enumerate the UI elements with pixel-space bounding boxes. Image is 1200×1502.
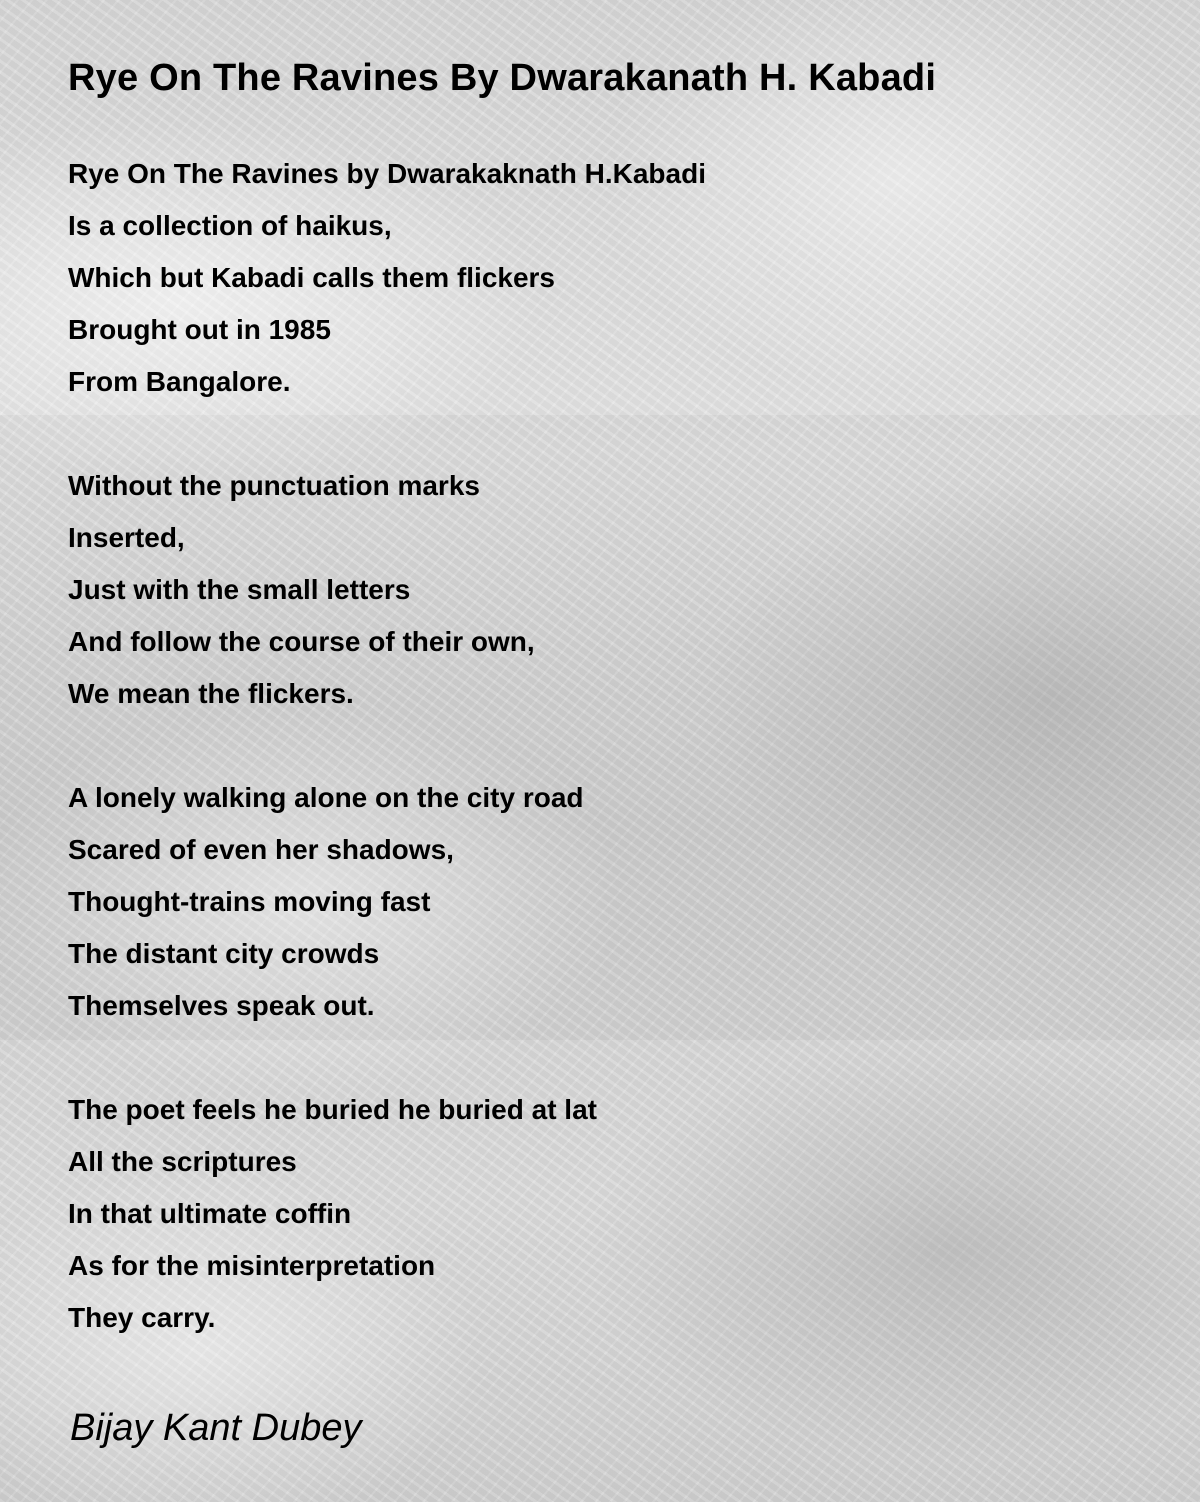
poem-line: Thought-trains moving fast <box>68 886 431 917</box>
poem-line: In that ultimate coffin <box>68 1198 352 1229</box>
stanza-1 <box>68 148 1168 408</box>
poem-line: Brought out in 1985 <box>68 314 331 345</box>
poem-line: We mean the flickers. <box>68 678 354 709</box>
poem-line: A lonely walking alone on the city road <box>68 782 584 813</box>
poem-line: Inserted, <box>68 522 185 553</box>
stanza-4 <box>68 1084 1168 1344</box>
stanza-3 <box>68 772 1168 1032</box>
poem-author: Bijay Kant Dubey <box>70 1407 362 1449</box>
poem-line: Rye On The Ravines by Dwarakaknath H.Kabadi <box>68 158 706 189</box>
poem-line: They carry. <box>68 1302 216 1333</box>
poem-line: The distant city crowds <box>68 938 380 969</box>
poem-line: Scared of even her shadows, <box>68 834 454 865</box>
poem-line: Is a collection of haikus, <box>68 210 392 241</box>
poem-title: Rye On The Ravines By Dwarakanath H. Kabadi <box>68 57 937 99</box>
poem-container <box>68 52 1168 1396</box>
poem-line: Just with the small letters <box>68 574 411 605</box>
poem-line: Without the punctuation marks <box>68 470 480 501</box>
poem-body <box>68 148 1168 1344</box>
poem-line: From Bangalore. <box>68 366 291 397</box>
poem-line: All the scriptures <box>68 1146 297 1177</box>
poem-line: Which but Kabadi calls them flickers <box>68 262 556 293</box>
poem-line: The poet feels he buried he buried at lat <box>68 1094 597 1125</box>
poem-line: As for the misinterpretation <box>68 1250 436 1281</box>
stanza-2 <box>68 460 1168 720</box>
poem-line: Themselves speak out. <box>68 990 375 1021</box>
poem-line: And follow the course of their own, <box>68 626 535 657</box>
